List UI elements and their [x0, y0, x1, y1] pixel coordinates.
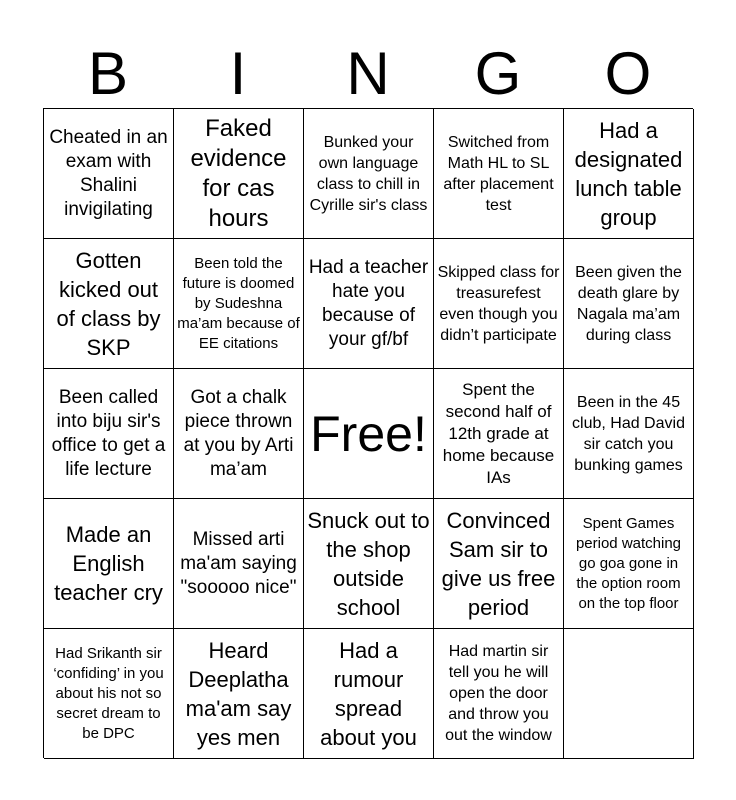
bingo-header [43, 40, 693, 108]
header-letter-i: I [229, 40, 247, 107]
cell-text: Faked evidence for cas hours [190, 114, 287, 232]
bingo-cell[interactable] [174, 369, 304, 499]
free-space-label: Free! [310, 405, 427, 462]
cell-text: Made an English teacher cry [54, 522, 163, 605]
bingo-cell[interactable] [564, 499, 694, 629]
bingo-cell[interactable] [304, 499, 434, 629]
bingo-cell[interactable] [564, 239, 694, 369]
cell-text: Been called into biju sir's office to get a life lecture [51, 386, 166, 480]
free-space[interactable] [304, 369, 434, 499]
bingo-cell[interactable] [174, 499, 304, 629]
bingo-cell[interactable] [174, 239, 304, 369]
bingo-cell[interactable] [434, 629, 564, 759]
cell-text: Had a designated lunch table group [574, 117, 683, 230]
cell-text: Missed arti ma'am saying "sooooo nice" [180, 528, 297, 598]
cell-text: Cheated in an exam with Shalini invigilating [49, 126, 168, 220]
cell-text: Bunked your own language class to chill in Cyrille sir's class [309, 133, 428, 214]
cell-text: Snuck out to the shop outside school [307, 507, 430, 620]
bingo-cell[interactable] [174, 109, 304, 239]
cell-text: Skipped class for treasurefest even though you didn’t participate [437, 263, 560, 344]
bingo-cell[interactable] [44, 629, 174, 759]
bingo-cell[interactable] [564, 369, 694, 499]
bingo-cell[interactable] [44, 499, 174, 629]
cell-text: Gotten kicked out of class by SKP [56, 247, 161, 360]
cell-text: Spent Games period watching go goa gone in the option room on the top floor [575, 514, 682, 612]
bingo-cell[interactable] [564, 109, 694, 239]
cell-text: Had a teacher hate you because of your gf/bf [308, 256, 429, 350]
bingo-cell[interactable] [434, 499, 564, 629]
cell-text: Had martin sir tell you he will open the door and throw you out the window [445, 643, 552, 744]
bingo-cell[interactable] [434, 109, 564, 239]
header-letter-b: B [87, 40, 129, 107]
cell-text: Convinced Sam sir to give us free period [441, 507, 556, 620]
header-letter-o: O [604, 40, 652, 107]
bingo-cell[interactable] [304, 109, 434, 239]
bingo-board [43, 108, 693, 758]
bingo-cell[interactable] [44, 239, 174, 369]
bingo-cell[interactable] [304, 239, 434, 369]
bingo-cell[interactable] [44, 369, 174, 499]
bingo-cell-empty[interactable] [564, 629, 694, 759]
cell-text: Heard Deeplatha ma'am say yes men [185, 637, 292, 750]
cell-text: Had a rumour spread about you [320, 637, 417, 750]
cell-text: Switched from Math HL to SL after placement test [443, 133, 554, 214]
bingo-cell[interactable] [44, 109, 174, 239]
cell-text: Been told the future is doomed by Sudeshna ma’am because of EE citations [177, 254, 300, 352]
cell-text: Got a chalk piece thrown at you by Arti ma’am [183, 386, 294, 480]
cell-text: Been in the 45 club, Had David sir catch you bunking games [572, 393, 685, 474]
bingo-cell[interactable] [434, 369, 564, 499]
cell-text: Been given the death glare by Nagala ma’am during class [575, 263, 682, 344]
bingo-cell[interactable] [304, 629, 434, 759]
bingo-cell[interactable] [174, 629, 304, 759]
cell-text: Had Srikanth sir ‘confiding’ in you about his not so secret dream to be DPC [53, 644, 164, 742]
header-letter-g: G [474, 40, 522, 107]
header-letter-n: N [346, 40, 390, 107]
cell-text: Spent the second half of 12th grade at home because IAs [442, 379, 555, 487]
bingo-cell[interactable] [434, 239, 564, 369]
